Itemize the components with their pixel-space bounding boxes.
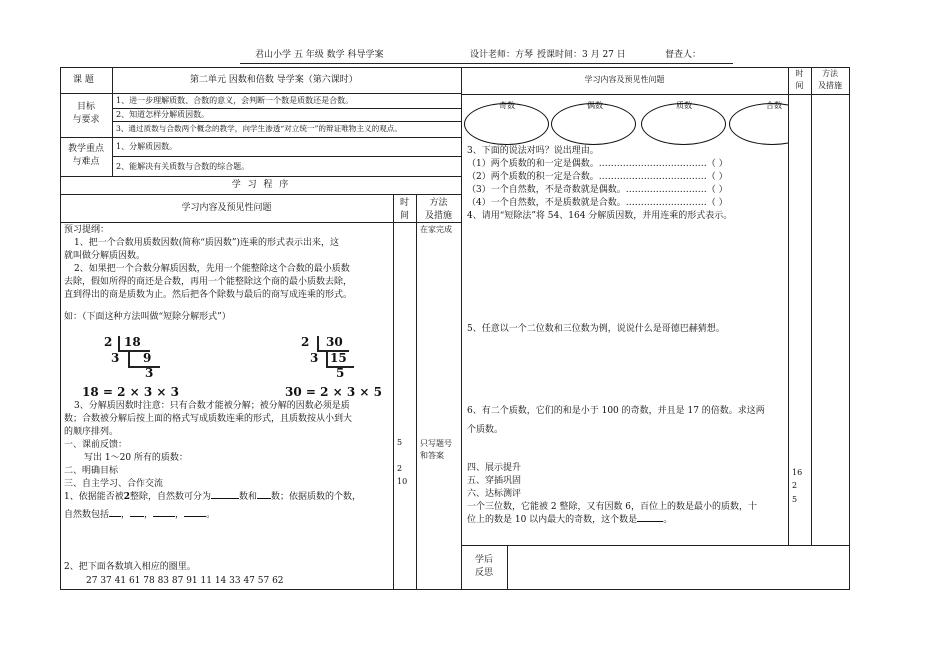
key-points-label: 教学重点 与难点 (67, 144, 104, 168)
right-time-5: 5 (792, 495, 798, 504)
question-3-item-4: （4）一个自然数，不是质数就是合数。………………………（ ） (467, 198, 728, 209)
topic-label: 课 题 (73, 75, 94, 85)
right-method-header: 方法 及措施 (818, 69, 842, 90)
header-underline (240, 63, 733, 64)
test-question-line-1: 一个三位数，它能被 2 整除，又有因数 6，百位上的数是最小的质数，十 (467, 502, 758, 513)
question-2-numbers: 27 37 41 61 78 83 87 91 11 14 33 47 57 62 (86, 576, 284, 586)
preview-title: 预习提纲： (64, 225, 110, 235)
goal-3: 3、通过质数与合数两个概念的教学，向学生渗透“对立统一”的辩证唯物主义的观点。 (116, 124, 402, 133)
method-answer: 只写题号 和答案 (420, 439, 452, 460)
right-time-header: 时 间 (795, 69, 804, 90)
header-reviewer: 督查人： (665, 50, 702, 60)
question-4: 4、请用“短除法”将 54、164 分解质因数，并用连乘的形式表示。 (467, 211, 733, 222)
preview-item-3: 3、分解质因数时注意：只有合数才能被分解；被分解的因数必须是质 (74, 401, 350, 411)
method-home: 在家完成 (420, 225, 452, 234)
section-test: 六、达标测评 (467, 489, 522, 500)
preview-item-3-cont-a: 数；合数被分解后按上面的格式写成质数连乘的形式，且质数按从小到大 (64, 414, 353, 425)
ex1-quotient: 3 (145, 366, 154, 380)
left-time-10: 10 (397, 477, 408, 486)
ex2-number-1: 30 (326, 335, 343, 349)
test-question-line-2: 位上的数是 10 以内最大的奇数，这个数是 。 (467, 515, 673, 526)
question-3-item-1: （1）两个质数的和一定是偶数。………………………………（ ） (467, 159, 728, 170)
question-3-item-2: （2）两个质数的积一定是合数。………………………………（ ） (467, 172, 728, 183)
left-time-header: 时 间 (399, 198, 409, 222)
goal-1: 1、进一步理解质数、合数的意义，会判断一个数是质数还是合数。 (116, 96, 354, 105)
key-point-1: 1、分解质因数。 (116, 142, 178, 151)
reflection-label: 学后 反思 (474, 555, 493, 579)
circle-label-odd: 奇数 (499, 101, 515, 110)
ex1-number-1: 18 (124, 335, 141, 349)
right-sections (467, 462, 787, 527)
ex1-number-2: 9 (143, 351, 152, 365)
section-self-study: 三、自主学习、合作交流 (64, 479, 164, 490)
goals-label: 目标 与要求 (72, 102, 100, 126)
header-school-line: 君山小学 五 年级 数学 科导学案 (255, 50, 384, 60)
left-time-5: 5 (397, 438, 403, 447)
question-2: 2、把下面各数填入相应的圈里。 (64, 562, 196, 572)
ex1-divisor-2: 3 (111, 351, 120, 365)
left-method-header: 方法 及措施 (424, 198, 452, 222)
ex1-result: 18 = 2 × 3 × 3 (82, 385, 179, 399)
preview-item-2-cont-b: 直到得出的商是质数为止。然后把各个除数与最后的商写成连乘的形式。 (64, 290, 353, 301)
right-time-2: 2 (792, 481, 798, 490)
header-designer: 设计老师：方琴 (470, 50, 534, 60)
ex2-number-2: 15 (330, 351, 347, 365)
preview-item-2-cont-a: 去除，假如所得的商还是合数，再用一个能整除这个商的最小质数去除， (64, 277, 353, 288)
question-1: 1、依据能否被2整除，自然数可分为 数和 数；依据质数的个数， (64, 492, 362, 503)
left-time-2: 2 (397, 464, 403, 473)
ex2-divisor-2: 3 (310, 351, 319, 365)
left-content-header: 学习内容及预见性问题 (181, 203, 272, 213)
preview-item-3-cont-b: 的顺序排列。 (64, 427, 119, 438)
key-point-2: 2、能解决有关质数与合数的综合题。 (116, 162, 250, 171)
question-5: 5、任意以一个二位数和三位数为例，说说什么是哥德巴赫猜想。 (467, 324, 725, 334)
circle-label-even: 偶数 (587, 101, 603, 110)
ex2-result: 30 = 2 × 3 × 5 (285, 385, 382, 399)
topic-value: 第二单元 因数和倍数 导学案（第六课时） (190, 75, 358, 85)
feedback-task: 写出 1～20 所有的质数： (84, 453, 188, 464)
preview-item-2: 2、如果把一个合数分解质因数，先用一个能整除这个合数的最小质数 (74, 264, 350, 275)
circle-label-composite: 合数 (766, 101, 782, 110)
question-3: 3、下面的说法对吗？说出理由。 (467, 146, 599, 156)
section-showcase: 四、展示提升 (467, 463, 522, 473)
procedure-title: 学 习 程 序 (231, 180, 291, 190)
section-goals: 二、明确目标 (64, 466, 119, 477)
right-content-header: 学习内容及预见性问题 (584, 75, 665, 84)
left-body (64, 224, 392, 302)
example-intro: 如：（下面这种方法叫做“短除分解形式”） (64, 312, 231, 322)
circle-label-prime: 质数 (676, 101, 692, 110)
section-feedback: 一、课前反馈： (64, 440, 128, 451)
left-body-2 (64, 400, 392, 522)
right-body (467, 145, 787, 223)
ex2-quotient: 5 (336, 366, 345, 380)
question-6: 6、有二个质数，它们的和是小于 100 的奇数，并且是 17 的倍数。求这两 个质数。 (467, 406, 765, 436)
goal-2: 2、知道怎样分解质因数。 (116, 110, 210, 119)
circles-row (461, 95, 788, 145)
preview-item-1: 1、把一个合数用质数因数(简称“质因数”)连乘的形式表示出来，这 (74, 238, 339, 249)
section-consolidate: 五、穿插巩固 (467, 476, 522, 487)
right-time-16: 16 (792, 468, 803, 477)
preview-item-1-cont: 就叫做分解质因数。 (64, 251, 146, 262)
question-3-item-3: （3）一个自然数，不是奇数就是偶数。………………………（ ） (467, 185, 728, 196)
ex2-divisor-1: 2 (301, 335, 310, 349)
header-date: 授课时间：3 月 27 日 (537, 50, 626, 60)
ex1-divisor-1: 2 (104, 335, 113, 349)
question-1-line-2: 自然数包括 ， ， ， 。 (64, 510, 216, 521)
